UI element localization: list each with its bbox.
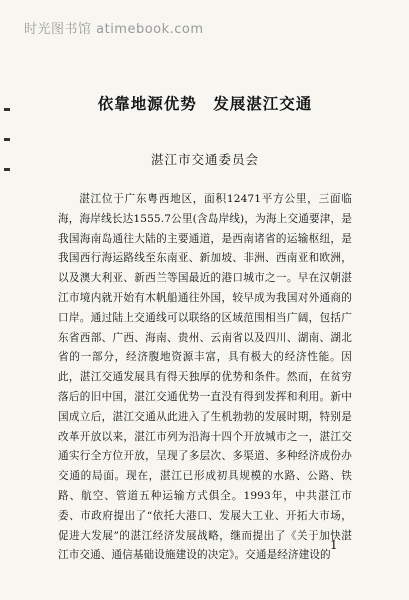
body-paragraph: 湛江位于广东粤西地区，面积12471平方公里，三面临海，海岸线长达1555.7公里(含岛岸线)，为海上交通要津，是我国海南岛通往大陆的主要通道，是西南诸省的运输枢纽，是我国西行海运路线至东南亚、新加坡、非洲、西南亚和欧洲，以及澳大利亚、新西兰等国最近的港口城市之一。早在汉朝湛江市境内就开始有木帆船通往外国，较早成为我国对外通商的口岸。通过陆上交通线可以联络的区域范围相当广阔，包括广东省西部、广西、海南、贵州、云南省以及四川、湖南、湖北省的一部分，经济腹地资源丰富，具有极大的经济性能。因此，湛江交通发展具有得天独厚的优势和条件。然而，在贫穷落后的旧中国，湛江交通优势一直没有得到发挥和利用。新中国成立后，湛江交通从此进入了生机勃勃的发展时期，特别是改革开放以来，湛江市列为沿海十四个开放城市之一，湛江交通实行全方位开放，呈现了多层次、多渠道、多种经济成份办交通的局面。现在，湛江已形成初具规模的水路、公路、铁路、航空、管道五种运输方式俱全。1993年，中共湛江市委、市政府提出了“依托大港口、发展大工业、开拓大市场，促进大发展”的湛江经济发展战略，继而提出了《关于加快湛江市交通、通信基础设施建设的决定》。交通是经济建设的 <box>58 193 352 562</box>
page-number: 1 <box>330 538 338 552</box>
margin-mark <box>4 138 10 141</box>
article-title: 依靠地源优势 发展湛江交通 <box>97 95 313 113</box>
watermark-text: 时光图书馆 atimebook.com <box>24 22 204 37</box>
page-content <box>58 92 352 577</box>
margin-mark <box>4 168 10 171</box>
margin-mark <box>4 108 10 111</box>
article-author: 湛江市交通委员会 <box>150 152 259 167</box>
